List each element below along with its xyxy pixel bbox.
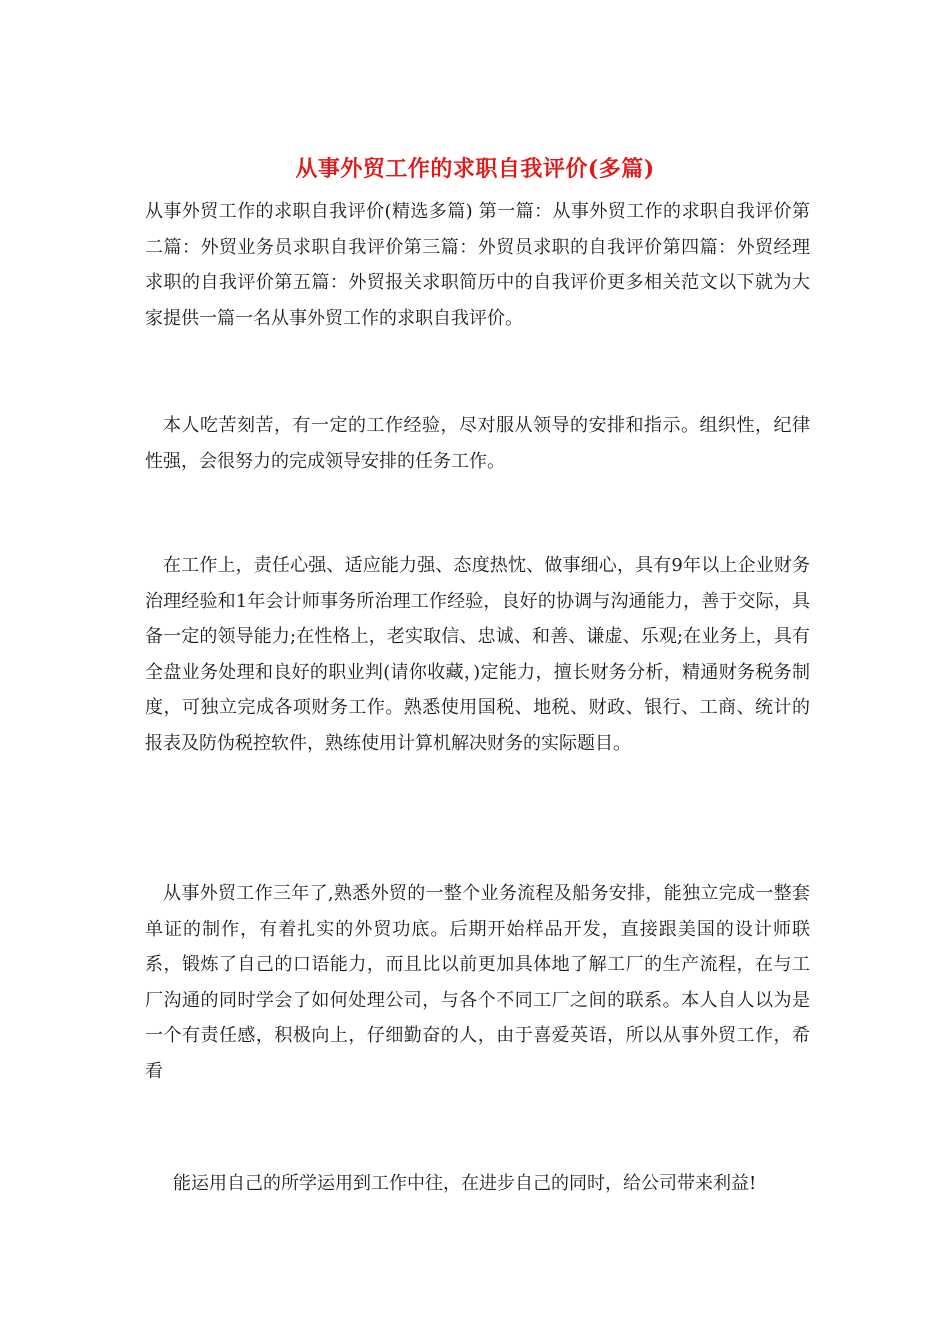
- intro-paragraph: 从事外贸工作的求职自我评价(精选多篇) 第一篇：从事外贸工作的求职自我评价第二篇：外贸业务员求职自我评价第三篇：外贸员求职的自我评价第四篇：外贸经理求职的自我评价第五篇：外贸报关求职简历中的自我评价更多相关范文以下就为大家提供一篇一名从事外贸工作的求职自我评价。: [145, 201, 810, 329]
- body-paragraph-3: 从事外贸工作三年了,熟悉外贸的一整个业务流程及船务安排，能独立完成一整套单证的制作，有着扎实的外贸功底。后期开始样品开发，直接跟美国的设计师联系，锻炼了自己的口语能力，而且比以前更加具体地了解工厂的生产流程，在与工厂沟通的同时学会了如何处理公司，与各个不同工厂之间的联系。本人自人以为是一个有责任感，积极向上，仔细勤奋的人，由于喜爱英语，所以从事外贸工作，希看: [145, 883, 810, 1082]
- body-paragraph-2: 在工作上，责任心强、适应能力强、态度热忱、做事细心，具有9年以上企业财务治理经验和1年会计师事务所治理工作经验，良好的协调与沟通能力，善于交际，具备一定的领导能力;在性格上，老实取信、忠诚、和善、谦虚、乐观;在业务上，具有全盘业务处理和良好的职业判(请你收藏，)定能力，擅长财务分析，精通财务税务制度，可独立完成各项财务工作。熟悉使用国税、地税、财政、银行、工商、统计的报表及防伪税控软件，熟练使用计算机解决财务的实际题目。: [145, 555, 810, 754]
- body-paragraph-1: 本人吃苦刻苦，有一定的工作经验，尽对服从领导的安排和指示。组织性，纪律性强，会很努力的完成领导安排的任务工作。: [145, 415, 810, 472]
- closing-paragraph: 能运用自己的所学运用到工作中往，在进步自己的同时，给公司带来利益!: [173, 1173, 757, 1194]
- document-title: 从事外贸工作的求职自我评价(多篇): [295, 156, 655, 182]
